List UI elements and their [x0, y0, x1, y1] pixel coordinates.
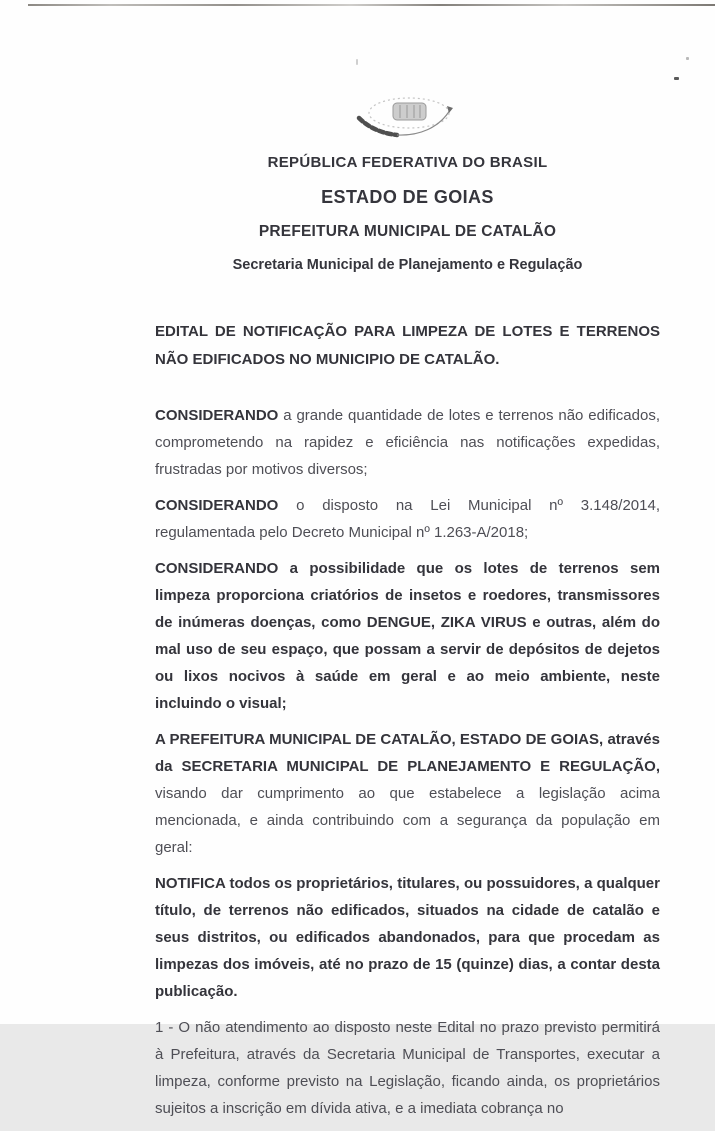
- coat-of-arms-icon: [353, 92, 463, 136]
- paragraph-segment: a grande quantidade de lotes e terrenos não edificados, comprometendo na rapidez e eficiência nas notificações expedidas, frustradas por motivos diversos;: [155, 407, 660, 478]
- paragraph-segment: CONSIDERANDO a possibilidade que os lotes de terrenos sem limpeza proporciona criatórios de insetos e roedores, transmissores de inúmeras doenças, como DENGUE, ZIKA VIRUS e outras, além do mal uso de seu espaço, que possam a servir de depósitos de dejetos ou lixos nocivos à saúde em geral e ao meio ambiente, neste incluindo o visual;: [155, 560, 660, 712]
- paragraph: [155, 1014, 660, 1122]
- header-secretariat: Secretaria Municipal de Planejamento e Regulação: [232, 257, 583, 273]
- paragraph-segment: CONSIDERANDO: [155, 407, 279, 424]
- header-state: ESTADO DE GOIAS: [321, 187, 494, 207]
- paragraph: [155, 555, 660, 717]
- header-republic: REPÚBLICA FEDERATIVA DO BRASIL: [267, 154, 548, 171]
- header-municipality: PREFEITURA MUNICIPAL DE CATALÃO: [258, 223, 557, 240]
- document-paragraphs: [155, 402, 660, 1122]
- paragraph-segment: visando dar cumprimento ao que estabelece a legislação acima mencionada, e ainda contribuindo com a segurança da população em geral:: [155, 785, 660, 856]
- document-title: EDITAL DE NOTIFICAÇÃO PARA LIMPEZA DE LOTES E TERRENOS NÃO EDIFICADOS NO MUNICIPIO DE CATALÃO.: [155, 323, 660, 368]
- paragraph: [155, 492, 660, 546]
- paragraph-segment: 1 - O não atendimento ao disposto neste Edital no prazo previsto permitirá à Prefeitura, através da Secretaria Municipal de Transportes, executar a limpeza, conforme previsto na Legislação, ficando ainda, os proprietários sujeitos a inscrição em dívida ativa, e a imediata cobrança no: [155, 1019, 660, 1117]
- paragraph-segment: todos os proprietários, titulares, ou possuidores, a qualquer título, de terrenos não edificados, situados na cidade de catalão e seus distritos, ou edificados abandonados, para que procedam as limpezas dos imóveis, até no prazo de 15 (quinze) dias, a contar desta publicação.: [155, 875, 660, 1000]
- paragraph-segment: o disposto na Lei Municipal nº 3.148/2014, regulamentada pelo Decreto Municipal nº 1.263-A/2018;: [155, 497, 660, 541]
- paragraph: [155, 726, 660, 861]
- document-body: [155, 0, 660, 1131]
- paragraph-segment: CONSIDERANDO: [155, 497, 279, 514]
- paragraph: [155, 870, 660, 1005]
- scan-speck: [674, 77, 679, 80]
- paragraph: [155, 402, 660, 483]
- paragraph-segment: NOTIFICA: [155, 875, 226, 892]
- scan-speck: [686, 57, 689, 60]
- paragraph-segment: A PREFEITURA MUNICIPAL DE CATALÃO, ESTADO DE GOIAS, através da SECRETARIA MUNICIPAL DE PLANEJAMENTO E REGULAÇÃO,: [155, 731, 660, 775]
